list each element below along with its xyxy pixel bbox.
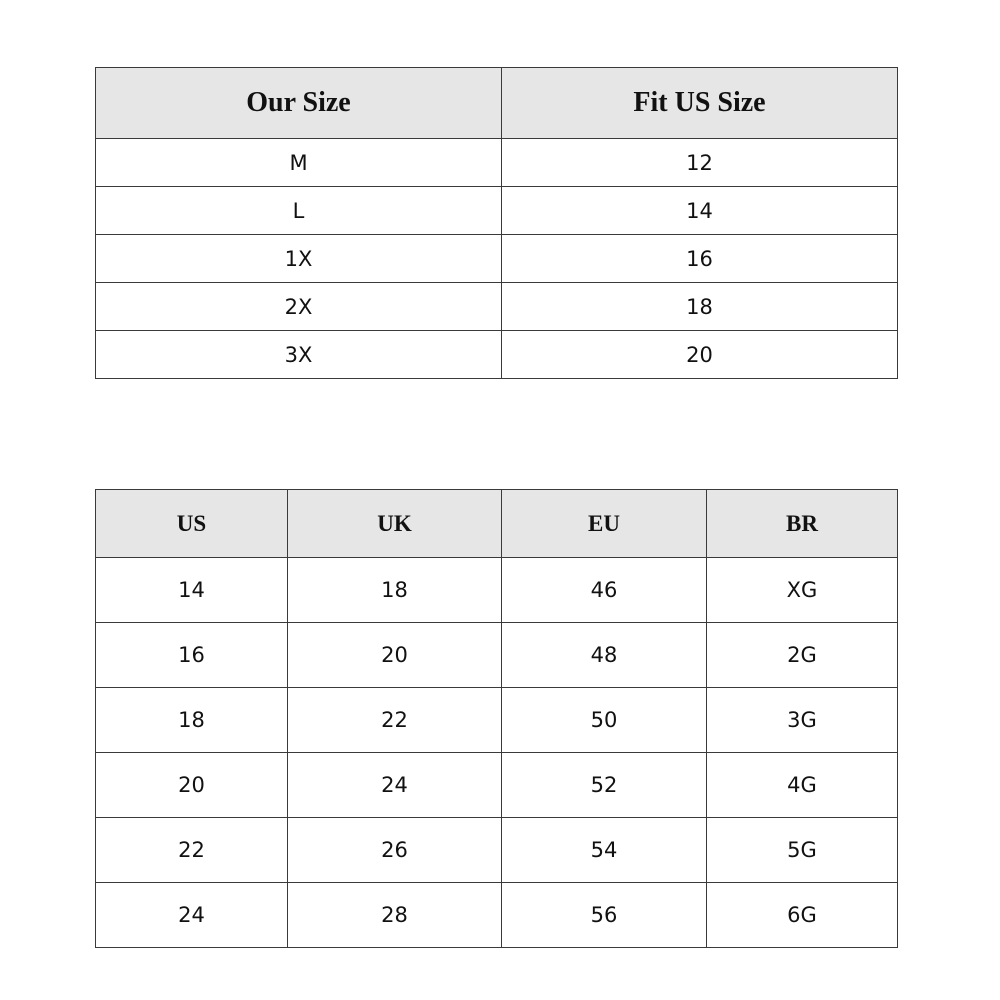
- size-chart-header-row: [96, 68, 898, 139]
- header-eu: EU: [502, 490, 707, 558]
- eu-cell: 54: [502, 818, 707, 883]
- eu-cell: 56: [502, 883, 707, 948]
- us-cell: 18: [96, 688, 288, 753]
- br-cell: 2G: [707, 623, 898, 688]
- table-row: [96, 623, 898, 688]
- uk-cell: 28: [288, 883, 502, 948]
- br-cell: 4G: [707, 753, 898, 818]
- us-size-cell: 16: [502, 235, 898, 283]
- us-cell: 22: [96, 818, 288, 883]
- uk-cell: 22: [288, 688, 502, 753]
- eu-cell: 52: [502, 753, 707, 818]
- header-uk: UK: [288, 490, 502, 558]
- br-cell: 5G: [707, 818, 898, 883]
- br-cell: 3G: [707, 688, 898, 753]
- eu-cell: 48: [502, 623, 707, 688]
- header-us: US: [96, 490, 288, 558]
- table-row: [96, 688, 898, 753]
- size-chart-table: [95, 67, 898, 379]
- size-conversion-table: [95, 489, 898, 948]
- table-row: [96, 283, 898, 331]
- us-size-cell: 20: [502, 331, 898, 379]
- uk-cell: 20: [288, 623, 502, 688]
- conversion-header-row: [96, 490, 898, 558]
- us-cell: 16: [96, 623, 288, 688]
- us-cell: 14: [96, 558, 288, 623]
- us-cell: 24: [96, 883, 288, 948]
- br-cell: XG: [707, 558, 898, 623]
- eu-cell: 46: [502, 558, 707, 623]
- table-row: [96, 139, 898, 187]
- table-row: [96, 187, 898, 235]
- our-size-cell: L: [96, 187, 502, 235]
- uk-cell: 26: [288, 818, 502, 883]
- uk-cell: 24: [288, 753, 502, 818]
- table-row: [96, 558, 898, 623]
- us-cell: 20: [96, 753, 288, 818]
- us-size-cell: 14: [502, 187, 898, 235]
- us-size-cell: 18: [502, 283, 898, 331]
- header-our-size: Our Size: [96, 68, 502, 139]
- table-row: [96, 818, 898, 883]
- table-row: [96, 883, 898, 948]
- br-cell: 6G: [707, 883, 898, 948]
- header-fit-us-size: Fit US Size: [502, 68, 898, 139]
- header-br: BR: [707, 490, 898, 558]
- our-size-cell: 3X: [96, 331, 502, 379]
- our-size-cell: 1X: [96, 235, 502, 283]
- our-size-cell: 2X: [96, 283, 502, 331]
- eu-cell: 50: [502, 688, 707, 753]
- table-row: [96, 331, 898, 379]
- table-row: [96, 235, 898, 283]
- us-size-cell: 12: [502, 139, 898, 187]
- uk-cell: 18: [288, 558, 502, 623]
- our-size-cell: M: [96, 139, 502, 187]
- table-row: [96, 753, 898, 818]
